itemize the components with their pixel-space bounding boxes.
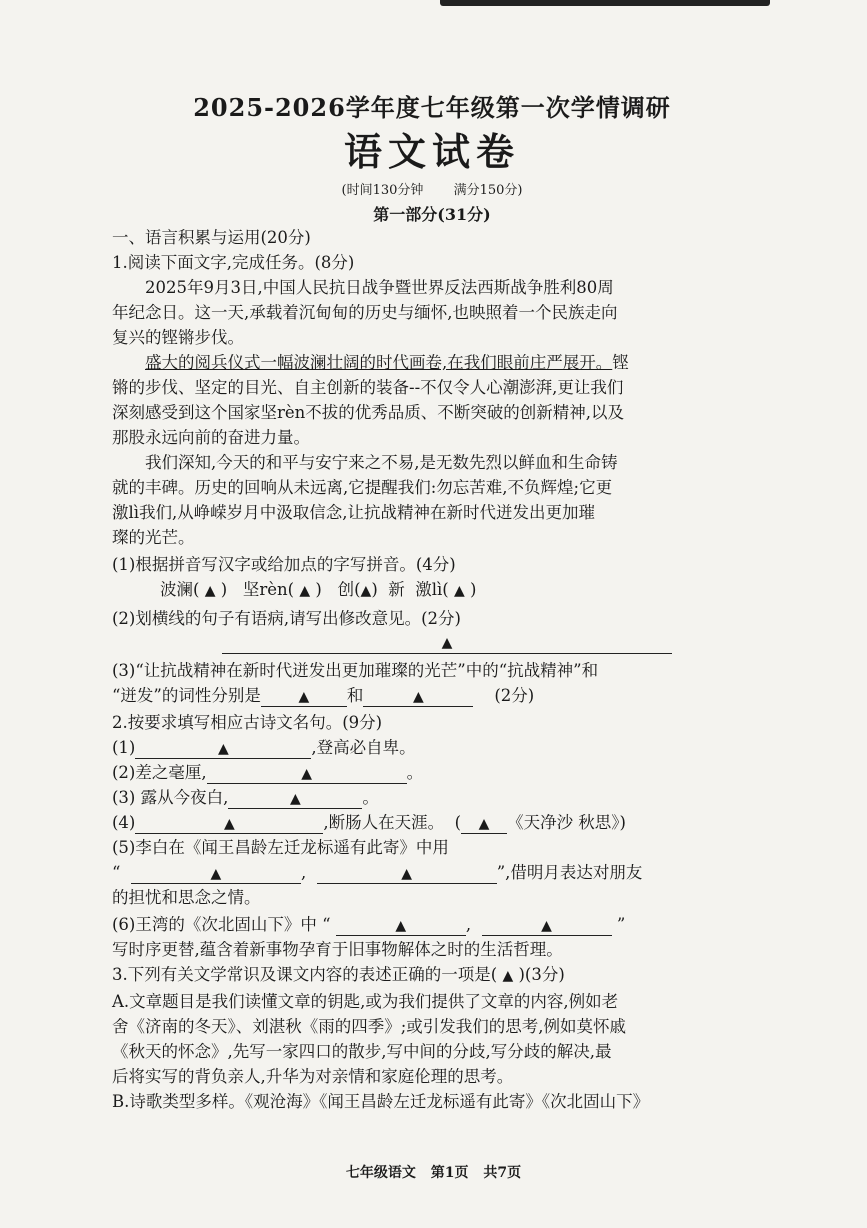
passage-line: 就的丰碑。历史的回响从未远离,它提醒我们:勿忘苦难,不负辉煌;它更 [112, 478, 613, 497]
question-3-title: 3.下列有关文学常识及课文内容的表述正确的一项是( ▲ )(3分) [112, 962, 752, 989]
page-footer [0, 1162, 867, 1182]
passage-line: 璨的光芒。 [112, 528, 195, 547]
passage-line: 盛大的阅兵仪式一幅波澜壮阔的时代画卷,在我们眼前庄严展开。铿 [145, 353, 629, 372]
underlined-sentence: 盛大的阅兵仪式一幅波澜壮阔的时代画卷,在我们眼前庄严展开。 [145, 353, 613, 372]
option-a-line: 后将实写的背负亲人,升华为对亲情和家庭伦理的思考。 [112, 1067, 514, 1086]
pinyin-blanks: 波澜( ▲ ) 坚rèn( ▲ ) 创(▲) 新 激lì( ▲ ) [112, 577, 752, 604]
passage-line: 那股永远向前的奋进力量。 [112, 428, 310, 447]
answer-blank[interactable]: ▲ [204, 583, 216, 599]
exam-time: (时间130分钟 [341, 183, 424, 198]
poem-item-5-line2: “ ▲ , ▲ ”,借明月表达对朋友 [112, 863, 643, 882]
footer-subject: 七年级语文 [345, 1165, 416, 1181]
poem-item-5: (5)李白在《闻王昌龄左迁龙标遥有此寄》中用 [112, 838, 449, 857]
footer-page: 第1页 [430, 1165, 469, 1181]
question-2-title: 2.按要求填写相应古诗文名句。(9分) [112, 713, 383, 732]
question-1-title: 1.阅读下面文字,完成任务。(8分) [112, 253, 355, 272]
exam-score: 满分150分) [453, 183, 523, 198]
answer-blank[interactable]: ▲ [482, 916, 612, 936]
passage-line: 复兴的铿锵步伐。 [112, 328, 244, 347]
poem-item-1: (1) ▲ ,登高必自卑。 [112, 738, 416, 757]
subquestion-1: (1)根据拼音写汉字或给加点的字写拼音。(4分) [112, 555, 456, 574]
answer-blank[interactable]: ▲ [360, 583, 372, 599]
scan-top-bar [440, 0, 770, 6]
answer-blank[interactable]: ▲ [131, 864, 301, 884]
subquestion-2: (2)划横线的句子有语病,请写出修改意见。(2分) [112, 609, 461, 628]
answer-blank[interactable]: ▲ [317, 864, 497, 884]
answer-blank[interactable]: ▲ [454, 583, 465, 599]
answer-line[interactable]: ▲ [222, 635, 672, 654]
option-a-line: 舍《济南的冬天》、刘湛秋《雨的四季》;或引发我们的思考,例如莫怀戚 [112, 1017, 627, 1036]
subquestion-3: (3)“让抗战精神在新时代迸发出更加璀璨的光芒”中的“抗战精神”和 [112, 661, 599, 680]
passage-line: 我们深知,今天的和平与安宁来之不易,是无数先烈以鲜血和生命铸 [145, 453, 618, 472]
poem-item-4: (4) ▲ ,断肠人在天涯。 ( ▲ 《天净沙 秋思》) [112, 813, 626, 832]
answer-blank[interactable]: ▲ [261, 687, 347, 707]
passage-line: 激lì我们,从峥嵘岁月中汲取信念,让抗战精神在新时代迸发出更加璀 [112, 503, 596, 522]
poem-item-6-line2: 写时序更替,蕴含着新事物孕育于旧事物解体之时的生活哲理。 [112, 940, 563, 959]
answer-blank[interactable]: ▲ [228, 789, 362, 809]
answer-blank[interactable]: ▲ [363, 687, 473, 707]
answer-blank[interactable]: ▲ [461, 814, 507, 834]
poem-item-5-line3: 的担忧和思念之情。 [112, 888, 261, 907]
section-heading: 一、语言积累与运用(20分) [112, 228, 311, 247]
subject-title: 语文试卷 [343, 129, 520, 174]
footer-total: 共7页 [483, 1165, 522, 1181]
poem-item-6: (6)王湾的《次北固山下》中 “ ▲ , ▲ ” [112, 915, 626, 934]
passage-line: 锵的步伐、坚定的目光、自主创新的装备--不仅令人心潮澎湃,更让我们 [112, 378, 624, 397]
answer-blank[interactable]: ▲ [207, 764, 407, 784]
part-heading: 第一部分(31分) [373, 205, 491, 224]
option-a-line: 《秋天的怀念》,先写一家四口的散步,写中间的分歧,写分歧的解决,最 [112, 1042, 612, 1061]
option-a: A.文章题目是我们读懂文章的钥匙,或为我们提供了文章的内容,例如老 [112, 992, 619, 1011]
answer-blank[interactable]: ▲ [336, 916, 466, 936]
passage-line: 深刻感受到这个国家坚rèn不拔的优秀品质、不断突破的创新精神,以及 [112, 403, 625, 422]
exam-meta [112, 179, 752, 198]
poem-item-2: (2)差之毫厘, ▲ 。 [112, 763, 424, 782]
answer-blank[interactable]: ▲ [299, 583, 311, 599]
poem-item-3: (3) 露从今夜白, ▲ 。 [112, 788, 379, 807]
exam-title: 2025-2026学年度七年级第一次学情调研 [193, 93, 671, 122]
exam-page [112, 88, 752, 1114]
answer-blank[interactable]: ▲ [135, 739, 311, 759]
answer-blank[interactable]: ▲ [502, 968, 514, 984]
passage-line: 年纪念日。这一天,承载着沉甸甸的历史与缅怀,也映照着一个民族走向 [112, 303, 618, 322]
option-b: B.诗歌类型多样。《观沧海》《闻王昌龄左迁龙标遥有此寄》《次北固山下》 [112, 1092, 650, 1111]
passage-line: 2025年9月3日,中国人民抗日战争暨世界反法西斯战争胜利80周 [145, 278, 614, 297]
answer-blank[interactable]: ▲ [135, 814, 323, 834]
subquestion-3-line2: “迸发”的词性分别是 ▲ 和 ▲ (2分) [112, 686, 535, 705]
